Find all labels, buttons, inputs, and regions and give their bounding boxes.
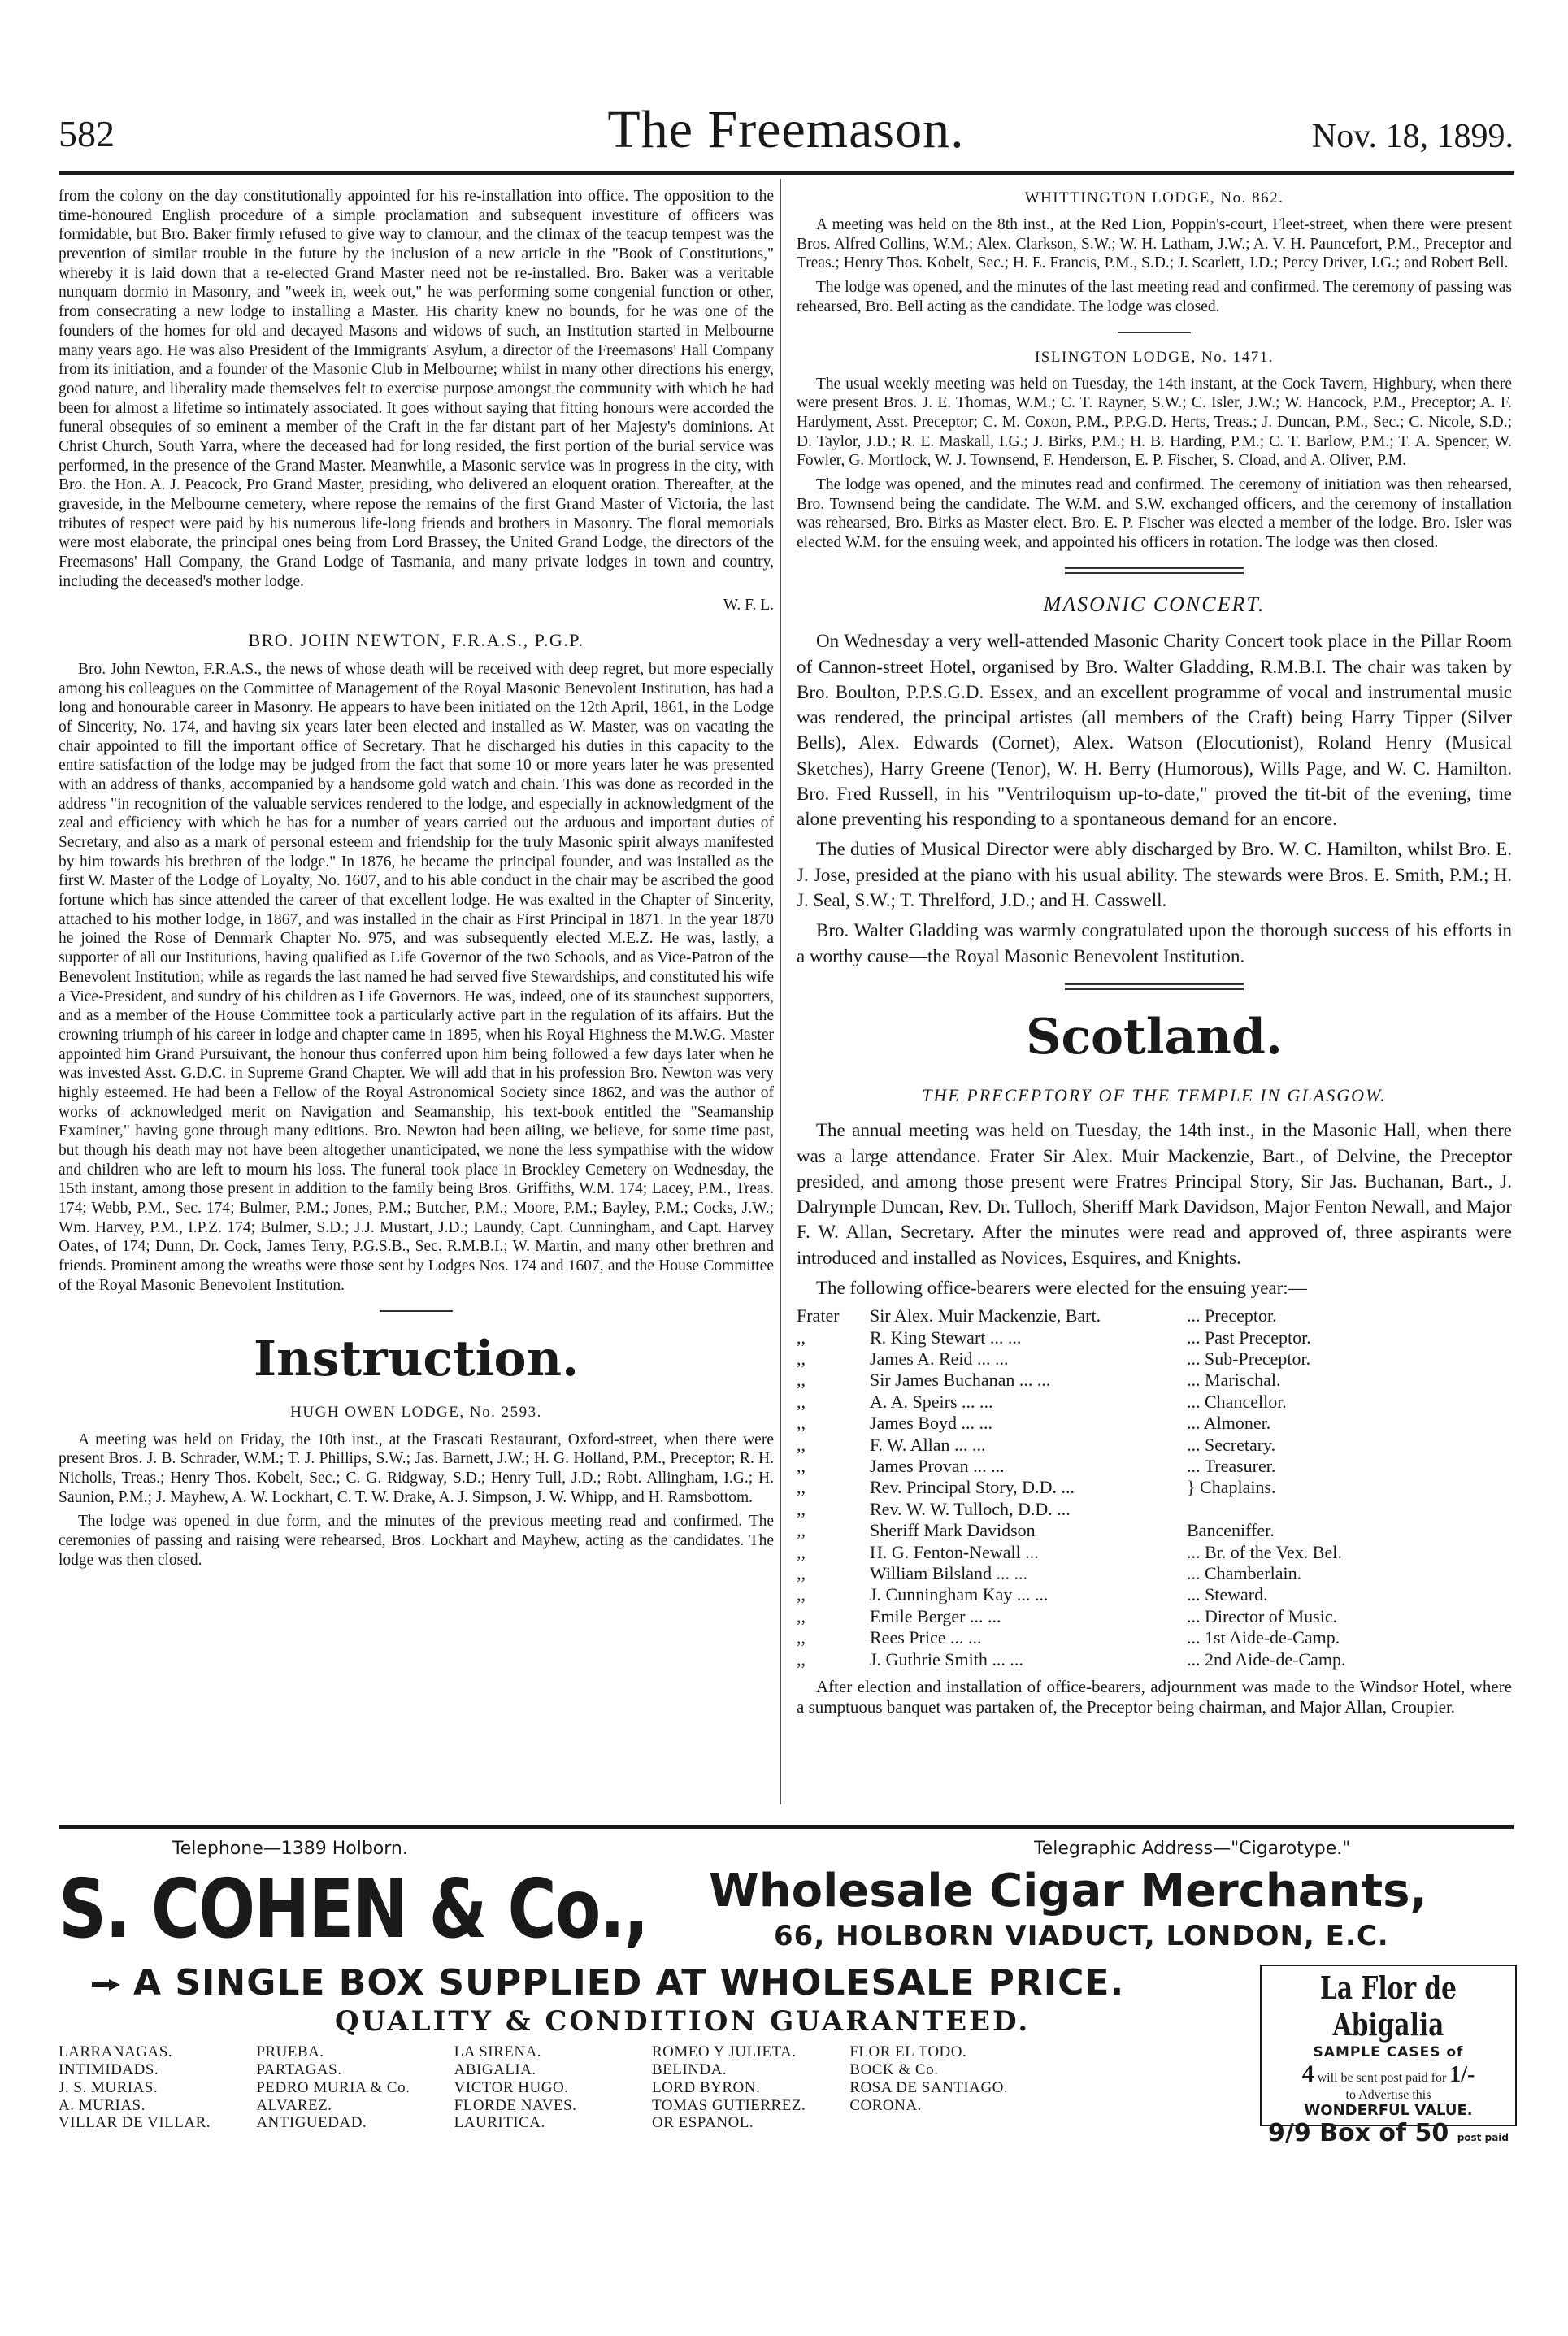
brand-name: INTIMIDADS. [59,2060,159,2078]
brand-name: ROSA DE SANTIAGO. [849,2078,1009,2096]
company-address: 66, HOLBORN VIADUCT, LONDON, E.C. [774,1920,1389,1952]
officer-prefix: ,, [797,1326,806,1348]
paragraph: The lodge was opened, and the minutes of the last meeting read and confirmed. The ceremony of passing was rehearsed, Bro. Bell acting as the candidate. The lodge was closed. [797,279,1512,315]
brand-name: ABIGALIA. [454,2060,536,2078]
officer-prefix: ,, [797,1434,806,1455]
company-name: S. COHEN & Co., [59,1861,648,1956]
officer-name: A. A. Speirs ... ... [870,1391,993,1412]
separator-rule [1065,567,1244,574]
officer-row [797,1542,1512,1563]
brand-name: FLORDE NAVES. [454,2096,577,2114]
cigar-advertisement [59,1839,1514,2148]
officer-row [797,1413,1512,1434]
brand-name: TOMAS GUTIERREZ. [651,2096,806,2114]
brand-name: ROMEO Y JULIETA. [651,2043,797,2060]
pointing-hand-icon [91,1978,122,1992]
officer-prefix: ,, [797,1456,806,1477]
brand-name [1048,2043,1245,2061]
officer-row [797,1606,1512,1627]
officer-prefix: ,, [797,1348,806,1370]
officer-row [797,1370,1512,1391]
officer-name: William Bilsland ... ... [870,1562,1028,1583]
officer-row [797,1563,1512,1584]
paragraph: On Wednesday a very well-attended Masonic Charity Concert took place in the Pillar Room of Cannon-street Hotel, organised by Bro. Walter Gladding, R.M.B.I. The chair was taken by Bro. Boulton, P.P.S.G.D. Essex, and an excellent programme of vocal and instrumental music was rendered, the principal artistes (all members of the Craft) being Harry Tipper (Silver Bells), Alex. Edwards (Cornet), Alex. Watson (Elocutionist), Roland Henry (Musical Sketches), Harry Greene (Tenor), W. H. Berry (Humorous), Wills Page, and W. C. Hamilton. Bro. Fred Russell, in his "Ventriloquism up-to-date," proved the tit-bit of the evening, time alone preventing his responding to a spontaneous demand for an encore. [797,631,1512,830]
telegraphic-address: Telegraphic Address—"Cigarotype." [1034,1839,1351,1859]
brand-name: J. S. MURIAS. [59,2078,159,2096]
company-tagline: Wholesale Cigar Merchants, [709,1865,1427,1917]
offer-text: A SINGLE BOX SUPPLIED AT WHOLESALE PRICE. [133,1962,1125,2004]
brand-name: VILLAR DE VILLAR. [59,2114,211,2132]
sample-offer-box [1260,1965,1517,2148]
officer-role: ... Preceptor. [1187,1305,1277,1326]
paragraph: A meeting was held on the 8th inst., at the Red Lion, Poppin's-court, Fleet-street, when there were present Bros. Alfred Collins, W.M.; Alex. Clarkson, S.W.; W. H. Latham, J.W.; A. V. H. Pauncefort, P.M., Preceptor and Treas.; Henry Thos. Kobelt, Sec.; H. E. Francis, P.M., S.D.; J. Scarlett, J.D.; Percy Driver, I.G.; and Robert Bell. [797,216,1512,272]
preceptory-heading: THE PRECEPTORY OF THE TEMPLE IN GLASGOW. [922,1084,1387,1105]
brand-name: CORONA. [849,2096,922,2114]
section-heading-scotland: Scotland. [1026,1008,1283,1066]
brand-name: LA SIRENA. [454,2043,542,2060]
officer-role: ... Sub-Preceptor. [1187,1348,1311,1370]
paragraph: The annual meeting was held on Tuesday, the 14th inst., in the Masonic Hall, when there was a large attendance. Frater Sir Alex. Muir Mackenzie, Bart., of Delvine, the Preceptor presided, and among those present were Fratres Principal Story, Sir Jas. Buchanan, Bart., J. Dalrymple Duncan, Rev. Dr. Tulloch, Sheriff Mark Davidson, Major Fenton Newall, and Major F. W. Allan, Secretary. After the minutes were read and approved of, three aspirants were introduced and installed as Novices, Esquires, and Knights. [797,1120,1512,1268]
lodge-heading: ISLINGTON LODGE, No. 1471. [1034,348,1275,366]
left-column [59,187,774,1574]
officer-role [1187,1499,1512,1520]
officer-name: Rev. W. W. Tulloch, D.D. ... [870,1498,1071,1519]
officer-row [797,1649,1512,1670]
brand-name: BELINDA. [651,2060,728,2078]
brand-name [849,2114,1047,2132]
officer-name: J. Cunningham Kay ... ... [870,1584,1049,1605]
signature: W. F. L. [723,597,774,614]
officer-name: James Provan ... ... [870,1456,1005,1477]
brand-name: FLOR EL TODO. [849,2043,967,2060]
paragraph: from the colony on the day constitutionally appointed for his re-installation into office. The opposition to the time-honoured English procedure of a simple proclamation and subsequent investiture of officers was formidable, but Bro. Baker firmly refused to give way to clamour, and the climax of the teacup tempest was the prevention of similar trouble in the future by the inclusion of a new article in the "Book of Constitutions," whereby it is laid down that a re-elected Grand Master need not be re-installed. Bro. Baker was a veritable nunquam dormio in Masonry, and "week in, week out," he was performing some congenial function or other, from consecrating a new lodge to installing a Master. His charity knew no bounds, for he was one of the founders of the homes for old and decayed Masons and widows of such, an Institution started in Melbourne many years ago. He was also President of the Immigrants' Asylum, a director of the Freemasons' Hall Company from its initiation, and a founder of the Masonic Club in Melbourne; whilst in many other directions his energy, good nature, and liberality made themselves felt to exercise purpose amongst the community with which he had been for almost a lifetime so intimately associated. It goes without saying that fitting honours were accorded the funeral obsequies of so eminent a member of the Craft in the far distant part of her Majesty's dominions. At Christ Church, South Yarra, where the deceased had for long resided, the first portion of the burial service was performed, in the presence of the Grand Master. Meanwhile, a Masonic service was in progress in the city, with Bro. the Hon. A. J. Peacock, Pro Grand Master, presiding, who delivered an eloquent oration. Thereafter, at the graveside, in the Melbourne cemetery, where repose the remains of the first Grand Master of Victoria, the last tributes of respect were paid by his numerous life-long friends and brothers in Masonry. The floral memorials were most elaborate, the principal ones being from Lord Brassey, the United Grand Lodge, the directors of the Freemasons' Hall Company, the Grand Lodge of Tasmania, and many private lodges in town and country, including the deceased's mother lodge. [59,188,774,590]
officer-name: Sir Alex. Muir Mackenzie, Bart. [870,1305,1101,1326]
officer-prefix: ,, [797,1584,806,1605]
concert-body [797,628,1512,968]
box-price-small: 1/- [1449,2062,1475,2087]
box-price [1262,2119,1515,2147]
brand-name: LARRANAGAS. [59,2043,173,2060]
advert-rule [59,1825,1514,1829]
officer-role: ... Past Preceptor. [1187,1326,1311,1348]
brand-name: OR ESPANOL. [651,2114,754,2132]
box-wonderful: WONDERFUL VALUE. [1304,2102,1473,2120]
lodge-heading: WHITTINGTON LODGE, No. 862. [1024,189,1284,206]
officer-row [797,1435,1512,1456]
officer-name: Emile Berger ... ... [870,1605,1001,1626]
officer-row [797,1627,1512,1648]
officer-role: ... 1st Aide-de-Camp. [1187,1627,1340,1648]
officer-prefix: ,, [797,1562,806,1583]
officer-role: ... Chancellor. [1187,1391,1287,1412]
brand-name: ALVAREZ. [256,2096,332,2114]
officer-name: Sheriff Mark Davidson [870,1520,1036,1541]
officer-row [797,1499,1512,1520]
section-heading-concert: MASONIC CONCERT. [1043,592,1266,616]
newspaper-title: The Freemason. [607,100,965,159]
right-column [797,187,1512,1717]
brand-list [59,2043,1245,2132]
officer-role: ... Br. of the Vex. Bel. [1187,1541,1342,1562]
paragraph: Bro. John Newton, F.R.A.S., the news of whose death will be received with deep regret, but more especially among his colleagues on the Committee of Management of the Royal Masonic Benevolent Institution, has had a long and honourable career in Masonry. He appears to have been initiated on the 12th April, 1861, in the Lodge of Sincerity, No. 174, and having six years later been elected and installed as W. Master, was on vacating the chair appointed to fill the important office of Secretary. That he discharged his duties in this capacity to the entire satisfaction of the lodge may be judged from the fact that some 10 or more years later he was presented with an address of thanks, accompanied by a handsome gold watch and chain. This was done as recorded in the address "in recognition of the valuable services rendered to the lodge, and especially in acknowledgment of the zeal and efficiency with which he has for a number of years carried out the arduous and important duties of Secretary, and also as a mark of personal esteem and friendship for the truly Masonic spirit always manifested by him towards his brethren of the lodge." In 1876, he became the principal founder, and was installed as the first W. Master of the Lodge of Loyalty, No. 1607, and to his able conduct in the chair may be ascribed the good fortune which has since attended the career of that excellent lodge. He was exalted in the Chapter of Sincerity, attached to his mother lodge, in 1867, and was installed in the chair as First Principal in 1871. In the year 1870 he joined the Rose of Denmark Chapter No. 975, and was subsequently elected M.E.Z. He was, lastly, a supporter of all our Institutions, having qualified as Life Governor of the two Schools, and as Vice-Patron of the Benevolent Institution; while as regards the last named he had served five Stewardships, and constituted his wife a Vice-President, and sundry of his children as Life Governors. He was, indeed, one of its staunchest supporters, and as a member of the House Committee took a particularly active part in the regulation of its affairs. But the crowning triumph of his career in lodge and chapter came in 1895, when his Royal Highness the M.W.G. Master appointed him Grand Pursuivant, the honour thus conferred upon him being followed a few days later when he was invested Asst. G.D.C. in Supreme Grand Chapter. We will add that in his profession Bro. Newton was very highly esteemed. He had been a Fellow of the Royal Astronomical Society since 1862, and was the author of works of acknowledged merit on Navigation and Seamanship, his text-book entitled the "Seamanship Examiner," having gone through many editions. Bro. Newton had been ailing, we believe, for some time past, but though his death may not have been altogether unanticipated, we none the less sympathise with the widow and children who are left to mourn his loss. The funeral took place in Brockley Cemetery on Wednesday, the 15th instant, among those present in addition to the family being Bros. Griffiths, W.M. 174; Lacey, P.M., Treas. 174; Webb, P.M., Sec. 174; Bulmer, P.M.; Jones, P.M.; Butcher, P.M.; Moore, P.M.; Bayley, P.M.; Cocks, J.W.; Wm. Harvey, P.M., I.P.Z. 174; Bulmer, S.D.; J.J. Mustart, J.D.; Laundy, Capt. Cunningham, and Capt. Harvey Oates, of 174; Dunn, Dr. Cock, James Terry, P.G.S.B., Sec. R.M.B.I.; W. Martin, and many other brethren and friends. Prominent among the wreaths were those sent by Lodges Nos. 174 and 1607, and the House Committee of the Royal Masonic Benevolent Institution. [59,660,774,1294]
issue-date: Nov. 18, 1899. [1311,118,1514,155]
officer-prefix: ,, [797,1498,806,1519]
box-advertise: to Advertise this [1345,2087,1431,2102]
lodge-heading: HUGH OWEN LODGE, No. 2593. [290,1404,542,1422]
separator-rule [1065,983,1244,990]
officer-role: } Chaplains. [1187,1477,1276,1498]
officer-row [797,1348,1512,1370]
officer-name: Sir James Buchanan ... ... [870,1370,1051,1391]
paragraph: The lodge was opened in due form, and the minutes of the previous meeting read and confirmed. The ceremonies of passing and raising were rehearsed, Bros. Lockhart and Mayhew, acting as the candidates. The lodge was then closed. [59,1513,774,1569]
paragraph: A meeting was held on Friday, the 10th inst., at the Frascati Restaurant, Oxford-street, when there were present Bros. J. B. Schrader, W.M.; T. J. Phillips, S.W.; Jas. Barnett, J.W.; H. G. Holland, P.M., Preceptor; R. H. Nicholls, Treas.; Henry Thos. Kobelt, Sec.; C. G. Ridgway, S.D.; Henry Tull, J.D.; Robt. Allingham, I.G.; H. Saunion, P.M.; J. Mayhew, A. W. Lockhart, C. T. W. Drake, A. J. Simpson, J. W. Whipp, and H. Ramsbottom. [59,1431,774,1506]
officer-prefix: Frater [797,1305,840,1326]
brand-name: PARTAGAS. [256,2060,342,2078]
officer-row [797,1456,1512,1477]
brand-name [1048,2097,1245,2115]
officer-role: ... Director of Music. [1187,1605,1338,1626]
box-brand: La Flor de Abigalia [1320,1969,1457,2043]
officer-role: ... Marischal. [1187,1370,1281,1391]
officer-row [797,1305,1512,1326]
officer-row [797,1392,1512,1413]
paragraph: After election and installation of office-bearers, adjournment was made to the Windsor Hotel, where a sumptuous banquet was partaken of, the Preceptor being chairman, and Major Allan, Croupier. [797,1676,1512,1717]
section-heading-instruction: Instruction. [254,1330,579,1387]
quality-line: QUALITY & CONDITION GUARANTEED. [335,2005,1031,2038]
column-divider [780,179,781,1804]
box-price-text: 9/9 Box of 50 [1267,2119,1449,2148]
box-post: will be sent post paid for [1317,2071,1447,2085]
offer-line [91,1962,1124,2004]
obituary-heading: BRO. JOHN NEWTON, F.R.A.S., P.G.P. [248,630,584,651]
officer-name: Rees Price ... ... [870,1627,982,1648]
officer-name: R. King Stewart ... ... [870,1326,1022,1348]
paragraph: Bro. Walter Gladding was warmly congratulated upon the thorough success of his efforts in a worthy cause—the Royal Masonic Benevolent Institution. [797,920,1512,966]
officer-name: H. G. Fenton-Newall ... [870,1541,1039,1562]
officer-role: Banceniffer. [1187,1520,1275,1541]
box-four: 4 [1301,2060,1314,2087]
paragraph: The following office-bearers were elected for the ensuing year:— [816,1278,1307,1299]
officer-name: Rev. Principal Story, D.D. ... [870,1477,1075,1498]
officer-prefix: ,, [797,1391,806,1412]
brand-name [1048,2061,1245,2079]
officer-row [797,1327,1512,1348]
preceptory-body [797,1118,1512,1300]
officer-row [797,1477,1512,1498]
box-samples: SAMPLE CASES of [1313,2044,1464,2060]
officer-prefix: ,, [797,1648,806,1670]
paragraph: The usual weekly meeting was held on Tuesday, the 14th instant, at the Cock Tavern, Highbury, when there were present Bros. J. E. Thomas, W.M.; C. T. Rayner, S.W.; C. Isler, J.W.; W. Hancock, P.M., Preceptor; A. F. Hardyment, Asst. Preceptor; C. M. Coxon, P.M., P.P.G.D. Herts, Treas.; J. Duncan, P.M., Sec.; C. Nicole, S.D.; D. Taylor, J.D.; R. E. Maskall, I.G.; J. Birks, P.M.; H. B. Harding, P.M.; C. T. Barlow, P.M.; T. A. Spencer, W. Fowler, G. Mortlock, W. J. Townsend, F. Henderson, E. P. Fischer, S. Cload, and A. Oliver, P.M. [797,375,1512,470]
officer-prefix: ,, [797,1413,806,1434]
officer-row [797,1584,1512,1605]
officer-role: ... 2nd Aide-de-Camp. [1187,1648,1346,1670]
officer-role: ... Almoner. [1187,1413,1271,1434]
paragraph: The lodge was opened, and the minutes read and confirmed. The ceremony of initiation was then rehearsed, Bro. Townsend being the candidate. The W.M. and S.W. exchanged officers, and the ceremony of installation was rehearsed, Bro. Birks as Master elect. Bro. E. P. Fischer was elected a member of the lodge. Bro. Isler was elected W.M. for the ensuing week, and appointed his officers in rotation. The lodge was then closed. [797,476,1512,552]
officer-prefix: ,, [797,1541,806,1562]
officer-prefix: ,, [797,1605,806,1626]
officer-list [797,1305,1512,1670]
brand-name: ANTIGUEDAD. [256,2114,367,2132]
paragraph: The duties of Musical Director were ably discharged by Bro. W. C. Hamilton, whilst Bro. E. J. Jose, presided at the piano with his usual ability. The stewards were Bros. E. Smith, P.M.; H. J. Seal, S.W.; T. Threlford, J.D.; and H. Casswell. [797,839,1512,911]
officer-name: James A. Reid ... ... [870,1348,1009,1370]
page-number: 582 [59,113,115,154]
officer-prefix: ,, [797,1370,806,1391]
brand-name [1048,2114,1245,2132]
officer-role: ... Secretary. [1187,1434,1276,1455]
separator-rule [380,1310,453,1312]
officer-prefix: ,, [797,1477,806,1498]
officer-role: ... Steward. [1187,1584,1268,1605]
brand-name: PEDRO MURIA & Co. [256,2078,410,2096]
officer-prefix: ,, [797,1520,806,1541]
brand-name: PRUEBA. [256,2043,324,2060]
box-postpaid: post paid [1457,2132,1509,2144]
officer-role: ... Treasurer. [1187,1456,1276,1477]
brand-name: BOCK & Co. [849,2060,939,2078]
telephone-line: Telephone—1389 Holborn. [172,1839,408,1859]
officer-role: ... Chamberlain. [1187,1562,1302,1583]
page-header [59,81,1514,171]
brand-name: LAURITICA. [454,2114,545,2132]
header-rule [59,171,1514,175]
brand-name [1048,2079,1245,2097]
officer-prefix: ,, [797,1627,806,1648]
brand-name: LORD BYRON. [651,2078,761,2096]
officer-name: James Boyd ... ... [870,1413,992,1434]
officer-name: J. Guthrie Smith ... ... [870,1648,1023,1670]
officer-row [797,1520,1512,1541]
brand-name: VICTOR HUGO. [454,2078,569,2096]
brand-name: A. MURIAS. [59,2096,146,2114]
box-post-line [1262,2060,1515,2088]
officer-name: F. W. Allan ... ... [870,1434,986,1455]
separator-rule [1118,332,1191,333]
